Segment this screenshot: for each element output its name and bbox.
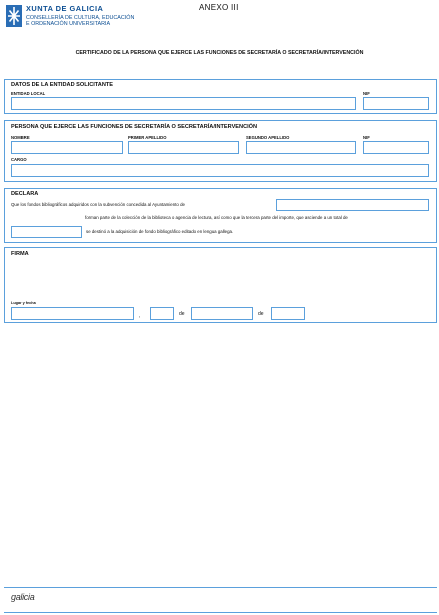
dia-field[interactable] (150, 307, 174, 320)
entidad-nif-field[interactable] (363, 97, 429, 110)
firma-comma: , (139, 313, 141, 319)
entidad-section-title: DATOS DE LA ENTIDAD SOLICITANTE (11, 82, 114, 88)
org-dept-line1: CONSELLERÍA DE CULTURA, EDUCACIÓN (26, 15, 135, 21)
segundo-apellido-field[interactable] (246, 141, 356, 154)
segundo-apellido-label: SEGUNDO APELLIDO (246, 135, 290, 140)
persona-nif-field[interactable] (363, 141, 429, 154)
cargo-field[interactable] (11, 164, 429, 177)
nombre-field[interactable] (11, 141, 123, 154)
org-dept-line2: E ORDENACIÓN UNIVERSITARIA (26, 21, 111, 27)
galicia-logo: galicia (11, 592, 35, 602)
firma-section-title: FIRMA (11, 251, 29, 257)
cargo-label: CARGO (11, 157, 27, 162)
annex-label: ANEXO III (199, 3, 239, 12)
declara-line1: Que los fondos bibliográficos adquiridos con la subvención concedida al Ayuntamiento de (11, 202, 185, 207)
firma-de-2: de (258, 311, 264, 317)
lugar-field[interactable] (11, 307, 134, 320)
entidad-local-field[interactable] (11, 97, 356, 110)
primer-apellido-label: PRIMER APELLIDO (128, 135, 167, 140)
entidad-local-label: ENTIDAD LOCAL (11, 91, 46, 96)
mes-field[interactable] (191, 307, 253, 320)
primer-apellido-field[interactable] (128, 141, 239, 154)
lugar-fecha-label: Lugar y fecha (11, 301, 36, 305)
persona-section-title: PERSONA QUE EJERCE LAS FUNCIONES DE SECRETARÍA O SECRETARÍA/INTERVENCIÓN (11, 124, 258, 130)
document-title: CERTIFICADO DE LA PERSONA QUE EJERCE LAS FUNCIONES DE SECRETARÍA O SECRETARÍA/INTERVENCIÓN (75, 50, 364, 56)
footer-divider (4, 587, 437, 588)
entidad-nif-label: NIF (363, 91, 370, 96)
xunta-logo-icon (6, 5, 22, 27)
anio-field[interactable] (271, 307, 305, 320)
declara-section-title: DECLARA (11, 191, 39, 197)
firma-de-1: de (179, 311, 185, 317)
persona-nif-label: NIF (363, 135, 370, 140)
importe-field[interactable] (11, 226, 82, 238)
ayuntamiento-field[interactable] (276, 199, 429, 211)
declara-line3: se destinó a la adquisición de fondo bibliográfico editado en lengua gallega. (86, 229, 234, 234)
nombre-label: NOMBRE (11, 135, 30, 140)
footer-bottom-line (4, 612, 437, 613)
declara-line2: forman parte de la colección de la biblioteca o agencia de lectura, así como que la tercera parte del importe, que asciende a un total de (85, 215, 348, 220)
org-name: XUNTA DE GALICIA (26, 4, 104, 13)
